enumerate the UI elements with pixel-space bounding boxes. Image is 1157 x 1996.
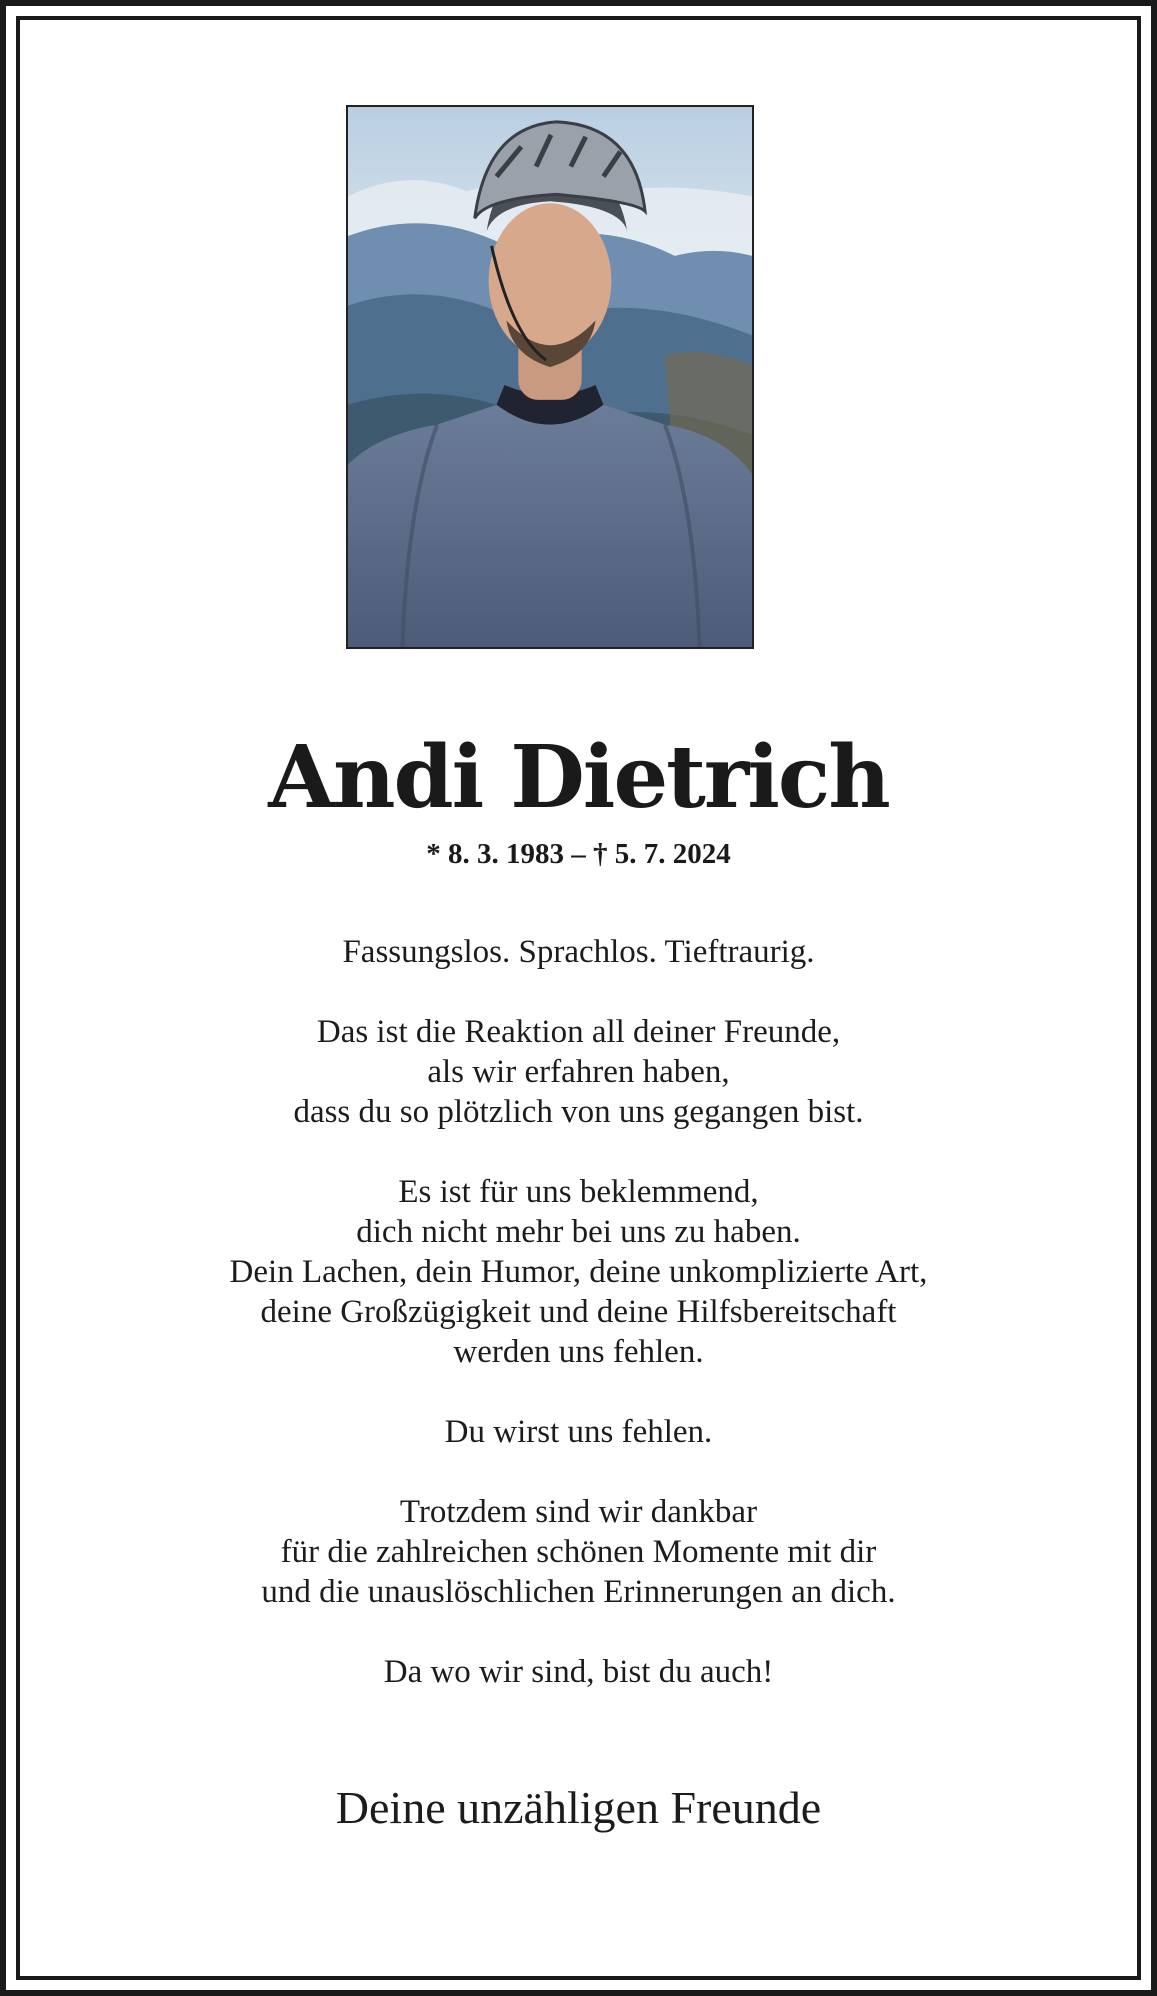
portrait-illustration [348, 107, 752, 647]
text-line: Trotzdem sind wir dankbar [399, 1494, 758, 1530]
paragraph [100, 1652, 1057, 1692]
text-line: Da wo wir sind, bist du auch! [383, 1654, 774, 1690]
paragraph [100, 1492, 1057, 1612]
text-line: und die unauslöschlichen Erinnerungen an dich. [261, 1574, 896, 1610]
text-line: als wir erfahren haben, [427, 1054, 730, 1090]
obituary-text [100, 932, 1057, 1732]
life-dates: * 8. 3. 1983 – † 5. 7. 2024 [426, 838, 731, 870]
text-line: dich nicht mehr bei uns zu haben. [356, 1214, 801, 1250]
text-line: für die zahlreichen schönen Momente mit dir [280, 1534, 877, 1570]
text-line: Du wirst uns fehlen. [444, 1414, 713, 1450]
paragraph [100, 1172, 1057, 1372]
text-line: dass du so plötzlich von uns gegangen bist. [293, 1094, 864, 1130]
text-line: deine Großzügigkeit und deine Hilfsbereitschaft [260, 1294, 897, 1330]
text-line: Dein Lachen, dein Humor, deine unkomplizierte Art, [229, 1254, 928, 1290]
signature: Deine unzähligen Freunde [335, 1782, 822, 1833]
portrait-photo [346, 105, 754, 649]
text-line: Es ist für uns beklemmend, [398, 1174, 759, 1210]
paragraph [100, 1412, 1057, 1452]
text-line: Fassungslos. Sprachlos. Tieftraurig. [342, 934, 815, 970]
paragraph [100, 1012, 1057, 1132]
text-line: Das ist die Reaktion all deiner Freunde, [316, 1014, 841, 1050]
deceased-name: Andi Dietrich [268, 727, 889, 828]
paragraph [100, 932, 1057, 972]
text-line: werden uns fehlen. [453, 1334, 704, 1370]
